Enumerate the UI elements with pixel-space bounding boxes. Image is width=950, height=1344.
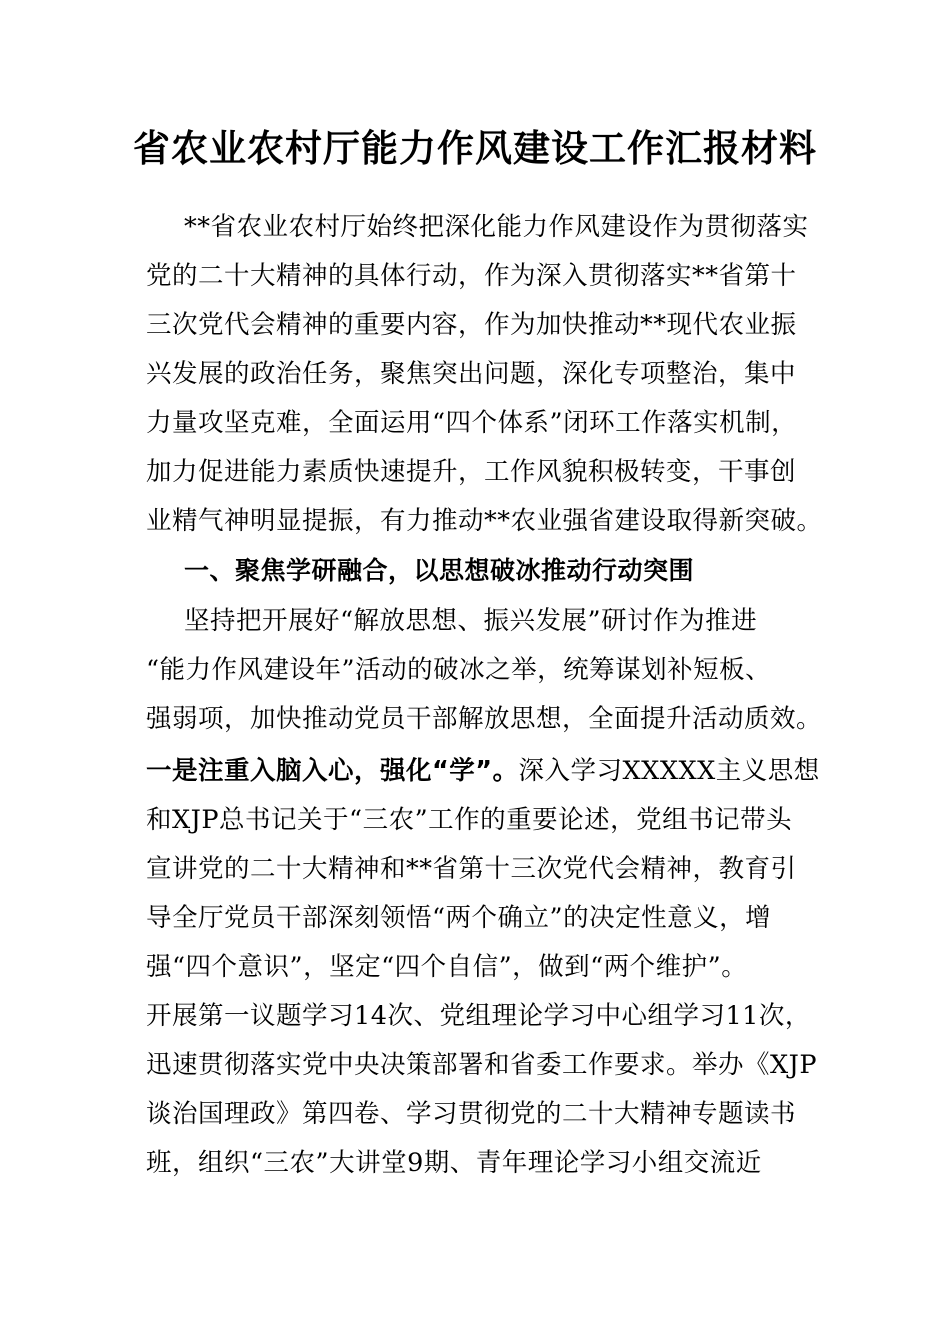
paragraph-line: 开展第一议题学习14次、党组理论学习中心组学习11次， (146, 1001, 811, 1031)
document-title: 省农业农村厅能力作风建设工作汇报材料 (133, 126, 817, 170)
paragraph-line: 业精气神明显提振，有力推动**农业强省建设取得新突破。 (146, 506, 823, 536)
section-heading: 一、聚焦学研融合，以思想破冰推动行动突围 (184, 556, 695, 585)
paragraph-line: “能力作风建设年”活动的破冰之举，统筹谋划补短板、 (146, 655, 772, 685)
paragraph-line: 迅速贯彻落实党中央决策部署和省委工作要求。举办《XJP (146, 1050, 818, 1080)
point-line (146, 751, 820, 791)
paragraph-line: 三次党代会精神的重要内容，作为加快推动**现代农业振 (146, 310, 797, 340)
paragraph-line: 强弱项，加快推动党员干部解放思想，全面提升活动质效。 (146, 704, 823, 734)
paragraph-line: 党的二十大精神的具体行动，作为深入贯彻落实**省第十 (146, 261, 797, 291)
paragraph-line: 宣讲党的二十大精神和**省第十三次党代会精神，教育引 (146, 854, 797, 884)
point-lead: 一是注重入脑入心，强化“学”。 (146, 756, 519, 786)
paragraph-line: 谈治国理政》第四卷、学习贯彻党的二十大精神专题读书 (146, 1099, 797, 1129)
paragraph-line: 兴发展的政治任务，聚焦突出问题，深化专项整治，集中 (146, 359, 797, 389)
paragraph-line: 加力促进能力素质快速提升，工作风貌积极转变，干事创 (146, 457, 797, 487)
paragraph-line: 导全厅党员干部深刻领悟“两个确立”的决定性意义，增 (146, 903, 772, 933)
paragraph-line: 强“四个意识”，坚定“四个自信”，做到“两个维护”。 (146, 952, 748, 982)
paragraph-line: 坚持把开展好“解放思想、振兴发展”研讨作为推进 (184, 606, 758, 636)
paragraph-line: 班，组织“三农”大讲堂9期、青年理论学习小组交流近 (146, 1148, 762, 1178)
paragraph-line: 力量攻坚克难，全面运用“四个体系”闭环工作落实机制， (146, 408, 798, 438)
paragraph-line: **省农业农村厅始终把深化能力作风建设作为贯彻落实 (184, 212, 809, 242)
point-text: 深入学习XXXXX主义思想 (518, 756, 820, 786)
paragraph-line: 和XJP总书记关于“三农”工作的重要论述，党组书记带头 (146, 805, 793, 835)
